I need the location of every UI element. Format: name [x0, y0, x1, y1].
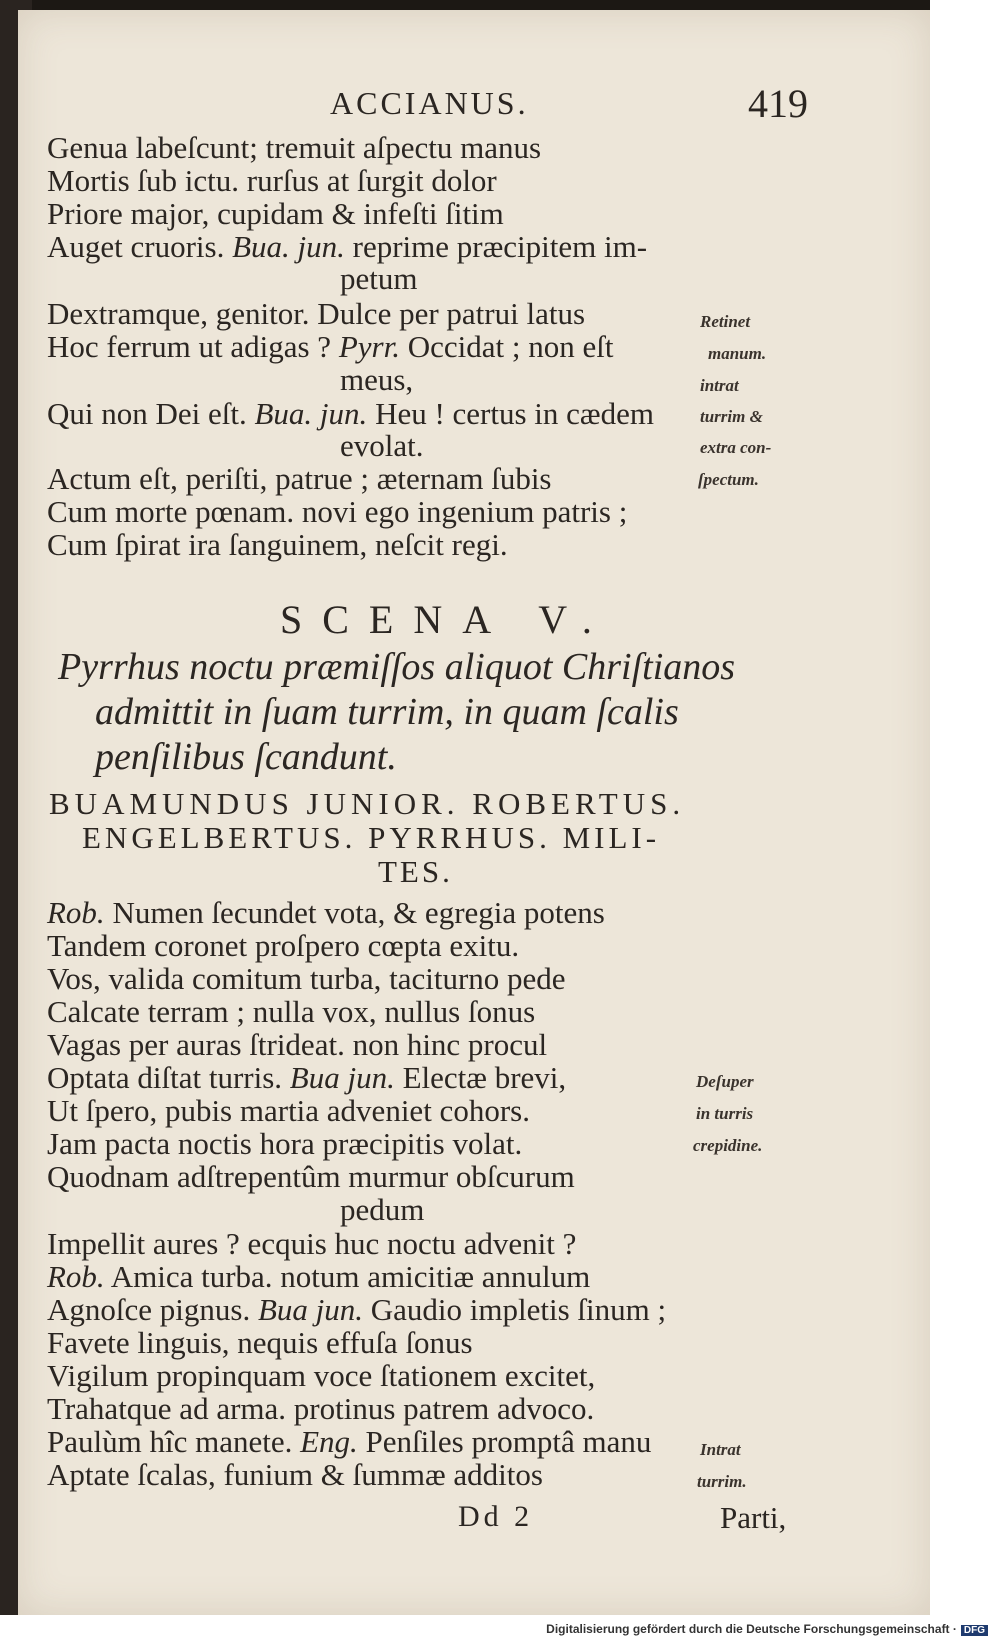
verse-line: Rob. Numen ſecundet vota, & egregia potens [47, 895, 605, 930]
catchword: Parti, [720, 1500, 787, 1535]
verse-line: Hoc ferrum ut adigas ? Pyrr. Occidat ; non eſt [47, 329, 614, 364]
margin-note: extra con- [700, 438, 772, 457]
verse-line: Favete linguis, nequis effuſa ſonus [47, 1325, 473, 1360]
margin-note: ſpectum. [698, 470, 759, 489]
verse-line: evolat. [340, 428, 424, 463]
margin-note: Retinet [700, 312, 751, 331]
verse-line: Auget cruoris. Bua. jun. reprime præcipitem im- [47, 229, 648, 264]
margin-note: in turris [696, 1104, 754, 1123]
margin-note: Intrat [700, 1440, 741, 1459]
verse-line: meus, [340, 362, 414, 397]
margin-note: intrat [700, 376, 739, 395]
scene-argument-line: Pyrrhus noctu præmiſſos aliquot Chriſtianos [58, 646, 736, 688]
dfg-logo: DFG [961, 1625, 988, 1636]
verse-line: Trahatque ad arma. protinus patrem advoco. [47, 1391, 595, 1426]
verse-line: Ut ſpero, pubis martia adveniet cohors. [47, 1093, 530, 1128]
verse-line: pedum [340, 1192, 425, 1227]
verse-line: Dextramque, genitor. Dulce per patrui latus [47, 296, 586, 331]
verse-line: Cum ſpirat ira ſanguinem, neſcit regi. [47, 527, 508, 562]
verse-line: Qui non Dei eſt. Bua. jun. Heu ! certus in cædem [47, 396, 654, 431]
scene-argument-line: penſilibus ſcandunt. [95, 736, 397, 778]
verse-line: Optata diſtat turris. Bua jun. Electæ brevi, [47, 1060, 567, 1095]
running-title: ACCIANUS. [330, 85, 529, 121]
cast-list-line: BUAMUNDUS JUNIOR. ROBERTUS. [49, 786, 686, 821]
verse-line: Vos, valida comitum turba, taciturno pede [47, 961, 566, 996]
margin-note: manum. [708, 344, 767, 363]
cast-list-line: ENGELBERTUS. PYRRHUS. MILI- [82, 820, 661, 855]
verse-line: Tandem coronet proſpero cœpta exitu. [47, 928, 520, 963]
margin-note: turrim. [697, 1472, 747, 1491]
scan-margin-right [930, 0, 1000, 1615]
page-number: 419 [748, 81, 808, 126]
verse-line: Quodnam adſtrepentûm murmur obſcurum [47, 1159, 575, 1194]
verse-line: Agnoſce pignus. Bua jun. Gaudio impletis ſinum ; [47, 1292, 667, 1327]
verse-line: petum [340, 261, 418, 296]
verse-line: Aptate ſcalas, funium & ſummæ additos [47, 1457, 543, 1492]
attribution-footer [546, 1622, 988, 1636]
verse-line: Priore major, cupidam & infeſti ſitim [47, 196, 504, 231]
attribution-text: Digitalisierung gefördert durch die Deutsche Forschungsgemeinschaft · [546, 1622, 957, 1636]
verse-line: Calcate terram ; nulla vox, nullus ſonus [47, 994, 536, 1029]
verse-line: Impellit aures ? ecquis huc noctu advenit ? [47, 1226, 577, 1261]
signature-mark: Dd 2 [458, 1500, 534, 1533]
verse-line: Genua labeſcunt; tremuit aſpectu manus [47, 130, 542, 165]
verse-line: Vagas per auras ſtrideat. non hinc procul [47, 1027, 548, 1062]
scene-argument-line: admittit in ſuam turrim, in quam ſcalis [95, 691, 679, 733]
cast-list-line: TES. [378, 854, 453, 889]
verse-line: Mortis ſub ictu. rurſus at ſurgit dolor [47, 163, 497, 198]
verse-line: Jam pacta noctis hora præcipitis volat. [47, 1126, 523, 1161]
margin-note: Deſuper [696, 1072, 754, 1091]
verse-line: Actum eſt, periſti, patrue ; æternam ſubis [47, 461, 552, 496]
verse-line: Paulùm hîc manete. Eng. Penſiles promptâ manu [47, 1424, 652, 1459]
verse-line: Rob. Amica turba. notum amicitiæ annulum [47, 1259, 591, 1294]
verse-line: Vigilum propinquam voce ſtationem excitet, [47, 1358, 596, 1393]
verse-line: Cum morte pœnam. novi ego ingenium patris ; [47, 494, 628, 529]
margin-note: crepidine. [693, 1136, 763, 1155]
margin-note: turrim & [700, 407, 763, 426]
scene-title: SCENA V. [280, 597, 612, 642]
